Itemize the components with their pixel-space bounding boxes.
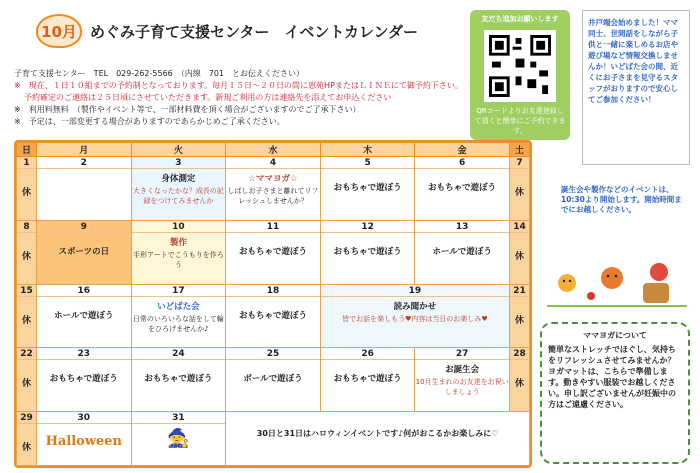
holiday-label: 休: [21, 443, 31, 454]
note-line-4: ※ 予定は、一部変更する場合がありますのであらかじめご了承ください。: [14, 117, 285, 126]
day-cell: [131, 220, 226, 284]
event-title: ホールで遊ぼう: [432, 246, 492, 257]
qr-code-icon[interactable]: [484, 30, 556, 102]
holiday-label: 休: [21, 251, 31, 262]
day-cell: [226, 220, 321, 284]
day-cell: [17, 412, 37, 466]
day-cell: [37, 284, 132, 348]
event-title: ☆ママヨガ☆: [248, 174, 298, 184]
day-number: 1: [17, 157, 36, 169]
week-row: [17, 412, 530, 466]
day-number: 19: [321, 285, 509, 297]
contact-line: 子育て支援センター TEL 029-262-5566 （内線 701 とお伝えください）: [14, 69, 305, 78]
day-cell: [226, 284, 321, 348]
event-title: おもちゃで遊ぼう: [238, 246, 307, 257]
day-number: 10: [132, 221, 226, 233]
day-cell: [510, 157, 530, 221]
idobata-notice: 井戸端会始めました！ママ同士、世間話をしながら子供と一緒に楽しめるお店や遊び場など情報交換しませんか！いどばた会の間、近くにお子さまを見守るスタッフがおりますので安心してご参加ください！: [582, 10, 690, 165]
day-cell: [17, 157, 37, 221]
day-cell: [37, 412, 132, 466]
header-fri: 金: [415, 143, 510, 157]
day-number: 23: [37, 348, 131, 360]
animals-illustration: [547, 248, 687, 310]
day-number: 21: [510, 285, 529, 297]
holiday-label: 休: [21, 379, 31, 390]
event-desc: 大きくなったかな？成長の記録をつけてみませんか: [132, 187, 224, 205]
day-cell: [510, 348, 530, 412]
header-thu: 木: [320, 143, 415, 157]
qr-title: 友だち追加お願いします: [481, 15, 559, 23]
event-title: いどばた会: [157, 301, 200, 312]
event-calendar: [14, 140, 532, 468]
header-sat: 土: [510, 143, 530, 157]
event-title: 読み聞かせ: [393, 301, 437, 312]
page-title: めぐみ子育て支援センター イベントカレンダー: [90, 22, 418, 41]
day-number: 16: [37, 285, 131, 297]
note-line-3: ※ 利用料無料 （製作やイベント等で、一部材料費を頂く場合がございますのでご了承下さい）: [14, 105, 361, 114]
day-number: 29: [17, 412, 36, 424]
day-cell: [510, 284, 530, 348]
day-number: 3: [132, 157, 226, 169]
day-number: 9: [37, 221, 131, 233]
week-row: [17, 220, 530, 284]
witch-icon: 🧙: [167, 428, 190, 450]
event-title: おもちゃで遊ぼう: [238, 310, 307, 321]
day-cell: [131, 412, 226, 466]
week-row: [17, 284, 530, 348]
day-cell: [320, 284, 509, 348]
holiday-label: 休: [21, 315, 31, 326]
day-cell: [37, 157, 132, 221]
header-tue: 火: [131, 143, 226, 157]
event-desc: 皆でお話を楽しもう♥内容は当日のお楽しみ♥: [342, 314, 488, 323]
line-qr-panel[interactable]: [470, 10, 570, 140]
day-number: 27: [415, 348, 509, 360]
day-number: 2: [37, 157, 131, 169]
day-number: 24: [132, 348, 226, 360]
event-title: ボールで遊ぼう: [243, 374, 303, 385]
day-number: 5: [321, 157, 415, 169]
event-title: おもちゃで遊ぼう: [144, 374, 213, 385]
day-cell: [131, 284, 226, 348]
month-badge: 10月: [36, 14, 82, 48]
event-title: おもちゃで遊ぼう: [428, 183, 497, 193]
halloween-banner: Halloween: [45, 434, 123, 450]
day-cell: [415, 220, 510, 284]
day-cell: [415, 348, 510, 412]
day-cell: [226, 348, 321, 412]
day-number: 14: [510, 221, 529, 233]
event-title: おもちゃで遊ぼう: [333, 246, 402, 257]
week-row: [17, 348, 530, 412]
notes: [14, 68, 484, 128]
event-desc: 手形アートでこうもりを作ろう: [132, 250, 224, 269]
day-number: 25: [226, 348, 320, 360]
header-mon: 月: [37, 143, 132, 157]
day-number: 26: [321, 348, 415, 360]
day-cell: [131, 157, 226, 221]
mama-yoga-title: ママヨガについて: [583, 331, 647, 340]
day-cell: [17, 348, 37, 412]
day-number: 18: [226, 285, 320, 297]
day-number: 7: [510, 157, 529, 169]
day-cell: [37, 348, 132, 412]
day-cell: [320, 220, 415, 284]
day-number: 22: [17, 348, 36, 360]
header-sun: 日: [17, 143, 37, 157]
holiday-label: 休: [514, 188, 524, 198]
day-cell: [17, 220, 37, 284]
day-cell: [226, 157, 321, 221]
event-title: ホールで遊ぼう: [54, 310, 114, 321]
day-number: 31: [132, 412, 226, 424]
day-number: 28: [510, 348, 529, 360]
day-cell: [226, 412, 530, 466]
day-cell: [131, 348, 226, 412]
qr-caption: QRコードよりお友達登録して頂くと簡単にご予約できます。: [474, 107, 566, 135]
event-title: おもちゃで遊ぼう: [333, 183, 402, 193]
day-number: 6: [415, 157, 509, 169]
mama-yoga-info: [540, 322, 690, 464]
day-number: 15: [17, 285, 36, 297]
holiday-label: 休: [514, 315, 524, 326]
day-cell: [415, 157, 510, 221]
mama-yoga-body: 簡単なストレッチでほぐし、気持ちをリフレッシュさせてみませんか？ヨガマットは、こちらで準備します。動きやすい服装でお越しください。申し訳ございませんが妊娠中の方はご遠慮ください。: [548, 345, 676, 409]
event-title: おもちゃで遊ぼう: [333, 374, 402, 385]
day-cell: [320, 348, 415, 412]
event-title: お誕生会: [445, 365, 480, 376]
event-title: スポーツの日: [58, 246, 110, 257]
event-title: おもちゃで遊ぼう: [49, 374, 118, 385]
halloween-note: 30日と31日はハロウィンイベントです♪何がおこるかお楽しみに♡: [256, 429, 499, 439]
holiday-label: 休: [21, 188, 31, 198]
day-number: 8: [17, 221, 36, 233]
header-wed: 水: [226, 143, 321, 157]
calendar-header-row: [17, 143, 530, 157]
day-number: 4: [226, 157, 320, 169]
note-line-1: ※ 現在、１日１０組までの予約制となっております。毎月１５日～２０日の間に恵苑HPまたはＬＩＮＥにて御予約下さい。: [14, 81, 463, 90]
note-line-2: 予約確定のご連絡は２５日頃にさせていただきます。新規ご利用の方は連絡先を添えてお申込ください: [24, 93, 392, 102]
day-cell: [320, 157, 415, 221]
day-number: 12: [321, 221, 415, 233]
event-desc: しばしお子さまと離れてリフレッシュしませんか？: [227, 187, 319, 205]
event-title: 身体測定: [161, 174, 196, 184]
holiday-label: 休: [514, 379, 524, 390]
holiday-label: 休: [514, 251, 524, 262]
header: [36, 14, 418, 48]
day-cell: [510, 220, 530, 284]
day-number: 13: [415, 221, 509, 233]
day-number: 30: [37, 412, 131, 424]
day-cell: [37, 220, 132, 284]
day-number: 11: [226, 221, 320, 233]
event-desc: 日常のいろいろな話をして輪をひろげませんか♪: [132, 314, 224, 333]
day-cell: [17, 284, 37, 348]
week-row: [17, 157, 530, 221]
event-time-note: 誕生会や製作などのイベントは、10:30より開始します。開始時間までにお越しください。: [561, 185, 682, 214]
event-title: 製作: [169, 237, 187, 248]
event-desc: 10月生まれのお友達をお祝いしましょう: [415, 378, 509, 397]
day-number: 17: [132, 285, 226, 297]
